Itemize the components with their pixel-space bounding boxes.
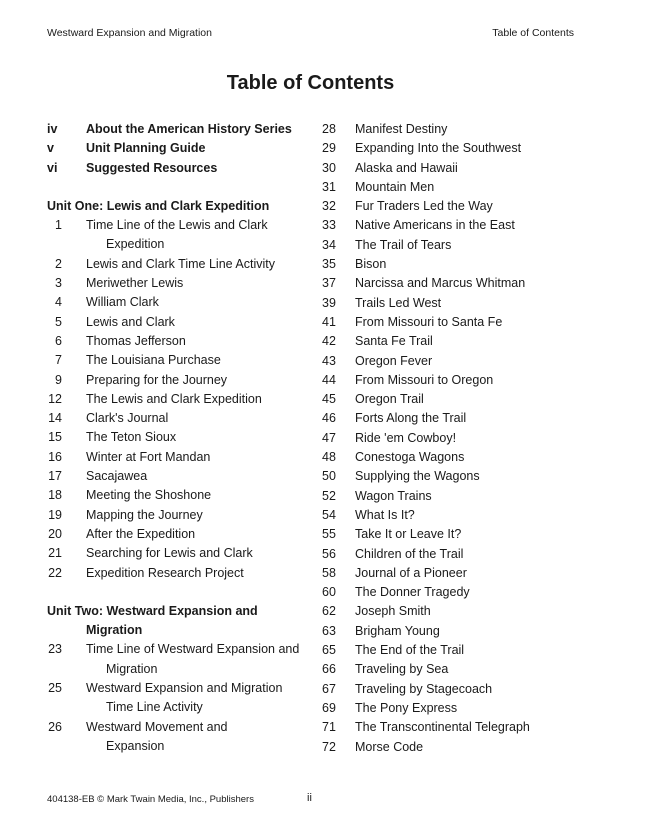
toc-entry [47,371,315,390]
toc-entry-title [86,332,315,351]
toc-page-number: 4 [55,295,62,310]
toc-page-number: 23 [48,642,62,657]
toc-entry [322,178,582,197]
toc-entry-title [355,409,582,428]
toc-entry-title-line: Fur Traders Led the Way [355,199,493,214]
toc-entry [322,738,582,757]
toc-entry-title-line: Lewis and Clark [86,314,175,329]
toc-entry-title [355,622,582,641]
toc-entry-title [355,641,582,660]
toc-entry-title-line: Expedition Research Project [86,565,244,580]
toc-entry [322,429,582,448]
toc-entry-title-line: Time Line of Westward Expansion and [86,642,300,657]
toc-page-number: 52 [322,488,336,503]
toc-entry-title-line: Conestoga Wagons [355,450,465,465]
toc-entry [47,679,315,718]
toc-entry-title [355,467,582,486]
toc-page-number: 42 [322,334,336,349]
toc-page-number: 69 [322,700,336,715]
toc-entry [322,525,582,544]
toc-entry-title [86,409,315,428]
toc-page-number: 55 [322,527,336,542]
toc-entry-title [355,332,582,351]
toc-entry-title [86,467,315,486]
toc-entry-title-line: Thomas Jefferson [86,333,186,348]
toc-entry [322,622,582,641]
toc-entry-title [355,738,582,757]
toc-entry-title-line: Ride 'em Cowboy! [355,430,457,445]
toc-entry [322,641,582,660]
toc-entry-title-line: Traveling by Stagecoach [355,681,493,696]
toc-entry-title-line: Lewis and Clark Time Line Activity [86,256,275,271]
toc-page-number: 17 [48,469,62,484]
toc-page-number: 43 [322,353,336,368]
toc-entry [322,564,582,583]
toc-entry-title [355,699,582,718]
toc-page-number: 21 [48,546,62,561]
toc-entry-title [355,487,582,506]
toc-page-number: 39 [322,295,336,310]
toc-entry-title-line: Wagon Trains [355,488,432,503]
toc-entry [322,159,582,178]
footer-publisher: 404138-EB © Mark Twain Media, Inc., Publishers [47,794,254,805]
toc-entry-title-line: Take It or Leave It? [355,527,462,542]
toc-entry [47,274,315,293]
toc-entry-title-line: Trails Led West [355,295,442,310]
toc-entry-title [355,680,582,699]
toc-entry [47,351,315,370]
toc-entry-title-line: Morse Code [355,739,424,754]
toc-entry-title [355,274,582,293]
toc-entry-title [355,313,582,332]
toc-entry-title [86,216,315,255]
toc-entry-title-line: Supplying the Wagons [355,469,480,484]
toc-entry [322,371,582,390]
toc-entry [322,660,582,679]
toc-entry [322,216,582,235]
toc-entry-title [355,216,582,235]
toc-entry-title-line: Children of the Trail [355,546,464,561]
toc-entry-title-line: Traveling by Sea [355,662,449,677]
toc-entry-title-line: What Is It? [355,507,415,522]
toc-entry-title-line: Clark's Journal [86,411,169,426]
toc-entry [47,467,315,486]
toc-page-number: 7 [55,353,62,368]
toc-entry-title [86,274,315,293]
toc-entry [322,448,582,467]
toc-page-number: 18 [48,488,62,503]
toc-entry-title-line: Meriwether Lewis [86,276,184,291]
toc-page-number: 22 [48,565,62,580]
toc-entry-title [86,390,315,409]
toc-entry [47,564,315,583]
toc-entry [322,680,582,699]
toc-entry-title [355,583,582,602]
toc-page-number: 44 [322,372,336,387]
toc-entry-title-continued: Expedition [106,237,165,252]
unit-two-heading-continued: Migration [86,623,143,638]
toc-entry-title-line: Manifest Destiny [355,122,448,136]
footer-page-number: ii [307,792,312,804]
front-matter-list [47,120,315,178]
toc-page-number: 6 [55,333,62,348]
toc-page-number: 2 [55,256,62,271]
toc-page-number: 34 [322,237,336,252]
toc-page-number: 20 [48,526,62,541]
toc-entry-title [355,236,582,255]
toc-page-number: 41 [322,314,336,329]
toc-entry [322,718,582,737]
toc-entry-title [86,139,315,158]
toc-entry-title-line: Suggested Resources [86,160,218,175]
toc-entry-title-line: From Missouri to Oregon [355,372,494,387]
toc-page-number: 66 [322,662,336,677]
toc-entry [47,409,315,428]
toc-entry-title [355,159,582,178]
toc-entry-title [355,371,582,390]
toc-entry-title-line: Journal of a Pioneer [355,565,467,580]
toc-page-number: v [47,141,54,156]
toc-entry [322,236,582,255]
toc-entry-title [355,602,582,621]
toc-entry [47,525,315,544]
toc-entry-title-line: Meeting the Shoshone [86,488,212,503]
toc-entry-title [355,197,582,216]
toc-page-number: 1 [55,218,62,233]
toc-page-number: 46 [322,411,336,426]
toc-entry-title-line: The Donner Tragedy [355,585,470,600]
toc-page-number: iv [47,122,58,136]
toc-entry-title [86,448,315,467]
toc-entry-title [86,525,315,544]
toc-entry [47,139,315,158]
toc-entry-title [355,660,582,679]
toc-entry-title [355,564,582,583]
toc-page-number: 45 [322,392,336,407]
toc-entry-title [355,545,582,564]
toc-page-number: 62 [322,604,336,619]
toc-left-column [47,120,315,756]
toc-entry-title-line: Westward Movement and [86,719,228,734]
toc-page-number: 63 [322,623,336,638]
toc-page-number: 50 [322,469,336,484]
toc-entry [322,602,582,621]
toc-entry [47,332,315,351]
toc-entry-title-line: Mapping the Journey [86,507,203,522]
toc-entry [47,255,315,274]
toc-entry [322,699,582,718]
toc-entry [47,718,315,757]
toc-entry [47,544,315,563]
toc-entry-title [355,525,582,544]
toc-entry-title [355,390,582,409]
toc-page-number: 32 [322,199,336,214]
toc-page-number: 25 [48,681,62,696]
toc-page-number: 26 [48,719,62,734]
toc-entry [47,313,315,332]
toc-entry [47,216,315,255]
toc-page-number: 65 [322,643,336,658]
toc-entry [322,294,582,313]
toc-entry-title-continued: Expansion [106,738,165,753]
toc-entry [47,640,315,679]
toc-entry-title [355,352,582,371]
toc-entry-title-line: Bison [355,257,387,272]
toc-entry-title [86,159,315,178]
toc-entry-title [355,294,582,313]
toc-page-number: 33 [322,218,336,233]
toc-page-number: 37 [322,276,336,291]
toc-page-number: 56 [322,546,336,561]
toc-page-number: 3 [55,276,62,291]
toc-entry-title [355,448,582,467]
toc-entry-title-line: Searching for Lewis and Clark [86,546,253,561]
toc-right-column [322,120,582,757]
unit-two-heading: Unit Two: Westward Expansion and [47,603,258,618]
toc-entry-title-line: The Teton Sioux [86,430,177,445]
toc-page-number: 72 [322,739,336,754]
toc-entry-title-line: Narcissa and Marcus Whitman [355,276,526,291]
toc-entry-title-line: Alaska and Hawaii [355,160,458,175]
toc-entry [47,293,315,312]
toc-entry [322,313,582,332]
toc-entry-title [355,120,582,139]
toc-entry-title-line: Oregon Fever [355,353,433,368]
toc-page-number: 16 [48,449,62,464]
toc-entry [322,139,582,158]
toc-entry-title-line: Joseph Smith [355,604,431,619]
toc-entry [47,428,315,447]
toc-entry-title-line: Sacajawea [86,469,148,484]
toc-entry-title [86,255,315,274]
toc-entry-title-line: Winter at Fort Mandan [86,449,211,464]
toc-entry-title [86,679,315,718]
toc-entry-title-continued: Time Line Activity [106,700,203,715]
toc-entry-title-line: The Louisiana Purchase [86,353,221,368]
toc-entry-title [86,313,315,332]
toc-entry-title [86,718,315,757]
toc-entry-title [355,255,582,274]
running-header-left: Westward Expansion and Migration [47,27,212,39]
toc-entry [47,448,315,467]
toc-entry-title-line: The Transcontinental Telegraph [355,720,530,735]
toc-entry-title-line: The Trail of Tears [355,237,452,252]
toc-entry-title-line: Unit Planning Guide [86,141,206,156]
toc-page-number: 29 [322,141,336,156]
toc-entry-title-line: The Lewis and Clark Expedition [86,391,262,406]
toc-entry [47,506,315,525]
toc-entry [322,120,582,139]
unit-one-list [47,216,315,583]
toc-entry [322,583,582,602]
toc-entry-title [86,564,315,583]
toc-entry-title-line: Westward Expansion and Migration [86,681,283,696]
toc-entry-title [355,506,582,525]
toc-entry [322,352,582,371]
toc-entry-title-continued: Migration [106,661,158,676]
toc-entry-title [86,486,315,505]
toc-entry-title-line: About the American History Series [86,122,292,136]
toc-entry-title-line: Expanding Into the Southwest [355,141,522,156]
toc-entry [47,159,315,178]
toc-page-number: 5 [55,314,62,329]
toc-entry [322,197,582,216]
toc-entry-title-line: William Clark [86,295,159,310]
toc-entry [322,487,582,506]
toc-page-number: 58 [322,565,336,580]
toc-page-number: 71 [322,720,336,735]
toc-entry-title [86,371,315,390]
toc-page-number: 30 [322,160,336,175]
toc-entry [47,120,315,139]
toc-entry [47,486,315,505]
toc-entry-title [86,640,315,679]
toc-entry [322,467,582,486]
toc-entry [47,390,315,409]
toc-entry-title-line: The End of the Trail [355,643,465,658]
toc-entry-title-line: The Pony Express [355,700,458,715]
running-header-right: Table of Contents [492,27,574,39]
toc-page-number: 47 [322,430,336,445]
toc-page-number: 9 [55,372,62,387]
unit-one-heading: Unit One: Lewis and Clark Expedition [47,198,270,213]
toc-entry-title [86,506,315,525]
toc-entry-title [355,718,582,737]
toc-entry-title [86,428,315,447]
toc-page-number: 54 [322,507,336,522]
toc-entry [322,409,582,428]
toc-page-number: 60 [322,585,336,600]
toc-entry-title-line: Forts Along the Trail [355,411,467,426]
toc-entry-title-line: Santa Fe Trail [355,334,433,349]
toc-page-number: 19 [48,507,62,522]
toc-entry-title [355,429,582,448]
toc-page-number: 15 [48,430,62,445]
toc-entry-title [86,351,315,370]
toc-entry [322,255,582,274]
toc-entry-title-line: Preparing for the Journey [86,372,228,387]
toc-entry-title [355,139,582,158]
toc-entry [322,274,582,293]
toc-entry-title-line: Native Americans in the East [355,218,515,233]
toc-entry-title [86,544,315,563]
toc-page-number: 14 [48,411,62,426]
toc-page-number: 35 [322,257,336,272]
toc-entry-title-line: From Missouri to Santa Fe [355,314,503,329]
toc-page-number: 12 [48,391,62,406]
toc-page-number: vi [47,160,58,175]
page-title: Table of Contents [226,72,395,94]
toc-entry [322,506,582,525]
unit-two-left-list [47,640,315,756]
toc-page-number: 67 [322,681,336,696]
toc-entry-title-line: Mountain Men [355,179,435,194]
toc-entry-title [355,178,582,197]
toc-entry-title-line: Oregon Trail [355,392,424,407]
toc-entry-title [86,293,315,312]
toc-entry [322,332,582,351]
toc-entry-title-line: Brigham Young [355,623,440,638]
toc-page-number: 28 [322,122,336,136]
toc-page-number: 31 [322,179,336,194]
toc-entry [322,390,582,409]
unit-two-right-list [322,120,582,757]
toc-entry-title [86,120,315,139]
toc-entry [322,545,582,564]
toc-entry-title-line: After the Expedition [86,526,196,541]
toc-entry-title-line: Time Line of the Lewis and Clark [86,218,268,233]
toc-page-number: 48 [322,450,336,465]
